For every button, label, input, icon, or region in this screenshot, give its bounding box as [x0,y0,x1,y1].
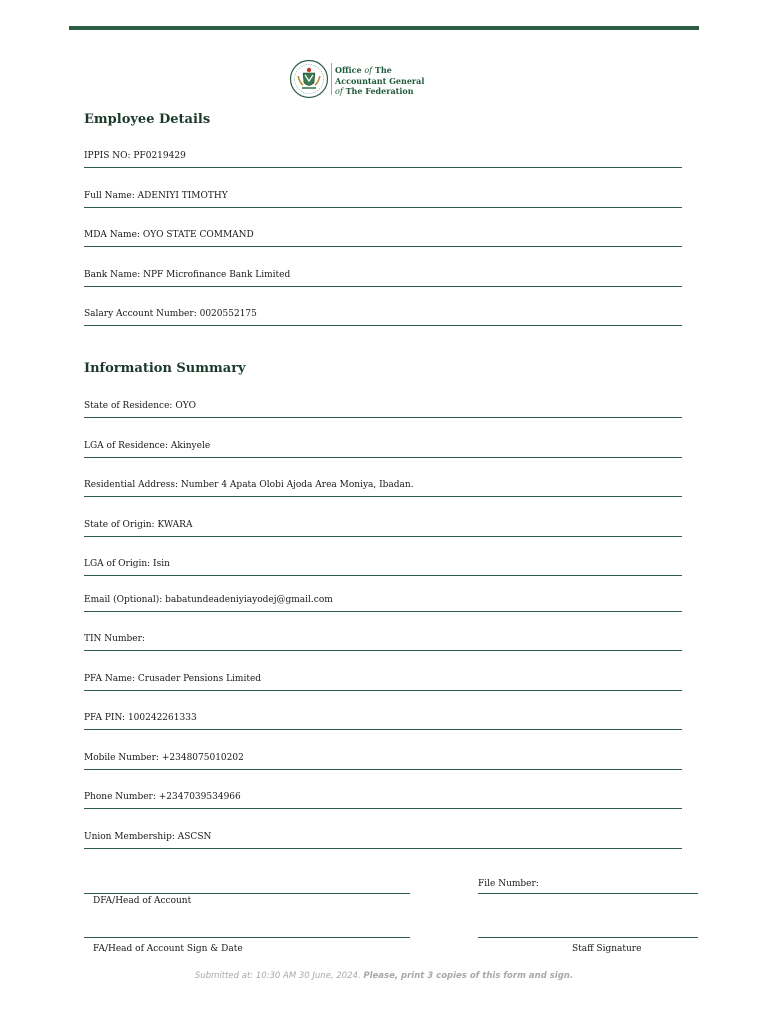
form-field [84,557,682,576]
form-field [84,399,682,418]
field-label: Residential Address: [84,480,179,490]
field-label: TIN Number: [84,633,145,644]
file-number-label: File Number: [478,879,539,889]
form-field [84,593,682,612]
staff-signature-label: Staff Signature [572,944,642,954]
form-field [84,751,682,770]
field-value: +2347039534966 [158,792,241,802]
field-value: OYO STATE COMMAND [142,230,254,240]
form-field [84,189,682,208]
field-value: ASCSN [177,831,212,842]
field-label: LGA of Origin: [84,559,151,569]
field-value: KWARA [157,519,193,530]
field-value: babatundeadeniyiayodej@gmail.com [165,594,333,605]
fa-sign-date-label: FA/Head of Account Sign & Date [93,944,243,954]
form-field [84,672,682,691]
field-label: Salary Account Number: [84,309,197,319]
field-value: Crusader Pensions Limited [137,673,262,684]
logo-text: Office of The Accountant General of The Federation [335,65,425,96]
submitted-at-text: Submitted at: 10:30 AM 30 June, 2024. [194,971,361,981]
submission-footer [0,971,768,981]
field-value: 0020552175 [199,309,257,319]
field-label: MDA Name: [84,230,140,240]
top-rule [69,26,699,30]
dfa-head-label: DFA/Head of Account [93,896,192,906]
field-label: Email (Optional): [84,594,163,605]
form-field [84,518,682,537]
employee-details-title: Employee Details [84,112,211,127]
field-value: Number 4 Apata Olobi Ajoda Area Moniya, Ibadan. [180,480,414,490]
field-label: IPPIS NO: [84,151,131,161]
field-value: +2348075010202 [161,752,244,763]
field-value: OYO [175,401,197,411]
form-field [84,790,682,809]
field-value: NPF Microfinance Bank Limited [143,269,291,280]
form-field [84,439,682,458]
print-instruction-text: Please, print 3 copies of this form and sign. [363,971,574,981]
staff-signature-line [478,937,698,938]
field-label: Phone Number: [84,792,156,802]
field-label: Mobile Number: [84,752,159,763]
logo-divider [331,63,332,95]
file-number-line [478,893,698,894]
form-field [84,268,682,287]
form-field [84,478,682,497]
information-summary-title: Information Summary [84,361,246,376]
field-value: ADENIYI TIMOTHY [137,190,228,201]
field-label: PFA Name: [84,673,136,684]
field-label: Full Name: [84,190,135,201]
field-label: Union Membership: [84,831,175,842]
field-label: PFA PIN: [84,713,126,723]
fa-sign-line [84,937,410,938]
form-field [84,307,682,326]
coat-of-arms-icon [289,59,329,99]
form-field [84,149,682,168]
field-value: 100242261333 [127,713,197,723]
field-label: LGA of Residence: [84,440,169,451]
form-field [84,632,682,651]
form-field [84,228,682,247]
oagf-logo [289,59,429,99]
field-label: State of Origin: [84,519,155,530]
dfa-signature-line [84,893,410,894]
field-value: Isin [153,559,170,569]
field-label: Bank Name: [84,269,141,280]
field-label: State of Residence: [84,401,173,411]
form-field [84,711,682,730]
field-value: Akinyele [170,440,211,451]
form-field [84,830,682,849]
field-value: PF0219429 [133,151,186,161]
